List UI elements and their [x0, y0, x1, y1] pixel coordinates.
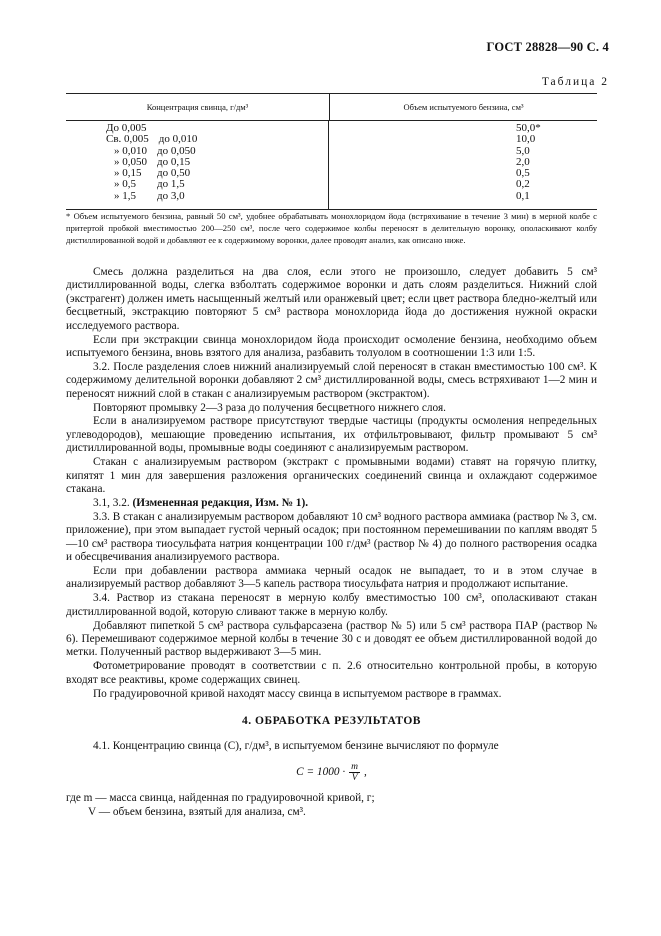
range-low: 0,5 [122, 178, 136, 191]
range-sep: до [154, 167, 171, 180]
paragraph: Если в анализируемом растворе присутствуют твердые частицы (продукты осмоления непредельных углеводородов), мешающие проведению испытания, их отфильтровывают, фильтр промывают 5 см³ дистиллированной воды, промывные воды соединяют с анализируемым раствором. [66, 415, 597, 455]
formula-denominator: V [351, 773, 358, 784]
amendment-note [66, 497, 597, 510]
document-header: ГОСТ 28828—90 С. 4 [486, 40, 609, 54]
range-low: 0,010 [122, 144, 147, 157]
table-cell-concentration [66, 168, 328, 179]
amendment-text: (Измененная редакция, Изм. № 1). [132, 496, 309, 509]
paragraph: 3.4. Раствор из стакана переносят в мерную колбу вместимостью 100 см³, ополаскивают стакан дистиллированной водой, которую сливают также в мерную колбу. [66, 592, 597, 618]
range-low: 0,005 [121, 122, 147, 134]
range-sep: до [154, 155, 171, 168]
table-cell-concentration [66, 191, 328, 202]
main-text [66, 266, 597, 820]
paragraph: Фотометрирование проводят в соответствии с п. 2.6 относительно контрольной пробы, в которую входят все реактивы, кроме содержащих свинец. [66, 660, 597, 686]
table-cell-concentration [66, 179, 328, 190]
range-low: 0,005 [124, 133, 149, 146]
table-cell-volume: 10,0 [516, 133, 536, 146]
where-v: V — объем бензина, взятый для анализа, см³. [88, 805, 306, 818]
table-cell-concentration [66, 146, 328, 157]
paragraph: Повторяют промывку 2—3 раза до получения бесцветного нижнего слоя. [93, 401, 447, 414]
paragraph: По градуировочной кривой находят массу свинца в испытуемом растворе в граммах. [93, 687, 502, 700]
range-prefix: До [106, 122, 122, 134]
range-high: 0,50 [170, 167, 191, 180]
table-cell-concentration [66, 157, 328, 168]
paragraph: Если при экстракции свинца монохлоридом йода происходит осмоление бензина, необходимо объем испытуемого бензина, вновь взятого для анализа, разбавить толуолом в соотношении 1:3 или 1:5. [66, 333, 597, 359]
table-cell-volume: 0,1 [516, 189, 530, 202]
range-sep: до [154, 178, 171, 191]
paragraph: Стакан с анализируемым раствором (экстракт с промывными водами) ставят на горячую плитку, кипятят 1 мин для завершения разложения органических соединений свинца и охлаждают содержимое стакана. [66, 456, 597, 495]
range-prefix: » [114, 144, 123, 157]
section-heading: 4. ОБРАБОТКА РЕЗУЛЬТАТОВ [242, 715, 421, 727]
range-sep: до [156, 133, 173, 146]
range-sep: до [154, 189, 171, 202]
table-header-row [66, 94, 597, 121]
table-body [66, 121, 597, 209]
volume-column [329, 121, 597, 209]
range-low: 0,050 [122, 155, 147, 168]
formula-lhs: C = 1000 · [296, 766, 346, 779]
col-header-volume: Объем испытуемого бензина, см³ [403, 102, 524, 112]
table-cell-concentration [66, 134, 328, 145]
range-prefix: Св. [106, 133, 125, 146]
table-cell-volume: 0,2 [516, 178, 530, 191]
range-prefix: » [114, 167, 123, 180]
range-low: 1,5 [122, 189, 136, 202]
range-low: 0,15 [122, 167, 142, 180]
where-m: где m — масса свинца, найденная по градуировочной кривой, г; [66, 791, 375, 804]
range-high: 0,050 [170, 144, 196, 157]
table-cell-volume: 5,0 [516, 144, 530, 157]
lead-volume-table [66, 93, 597, 210]
formula-tail: , [364, 766, 367, 779]
col-header-concentration: Концентрация свинца, г/дм³ [66, 94, 330, 120]
range-prefix: » [114, 178, 123, 191]
table-footnote: * Объем испытуемого бензина, равный 50 см³, удобнее обрабатывать монохлоридом йода (встряхивание в течение 3 мин) в мерной колбе с притертой пробкой вместимостью 200—250 см³, после чего содержимое колбы переносят в делительную воронку, ополаскивают колбу дистиллированной водой и добавляют ее к содержимому воронки, далее проводят анализ, как описано ниже. [66, 211, 597, 245]
amendment-ref: 3.1, 3.2. [93, 496, 130, 509]
formula-fraction [349, 762, 360, 783]
table-cell-volume: 50,0* [516, 122, 541, 134]
range-high: 1,5 [170, 178, 185, 191]
paragraph: 3.3. В стакан с анализируемым раствором добавляют 10 см³ водного раствора аммиака (раствор № 3, см. приложение), при этом выпадает густой черный осадок; при постоянном перемешивании по каплям вводят 5—10 см³ раствора тиосульфата натрия концентрации 100 г/дм³ (раствор № 4) до полного растворения осадка и обесцвечивания анализируемого раствора. [66, 510, 597, 564]
paragraph: Добавляют пипеткой 5 см³ раствора сульфарсазена (раствор № 5) или 5 см³ раствора ПАР (раствор № 6). Перемешивают содержимое мерной колбы в течение 30 с и доводят ее объем дистиллированной водой до метки. Полученный раствор выдерживают 3—5 мин. [66, 619, 597, 659]
paragraph: 3.2. После разделения слоев нижний анализируемый слой переносят в стакан вместимостью 100 см³. К содержимому делительной воронки добавляют 2 см³ дистиллированной воды, смесь встряхивают 1—2 мин и переносят нижний слой в стакан с анализируемым раствором (экстрактом). [66, 360, 597, 400]
paragraph: Если при добавлении раствора аммиака черный осадок не выпадает, то и в этом случае в анализируемый раствор добавляют 3—5 капель раствора тиосульфата натрия и продолжают испытание. [66, 564, 597, 591]
formula-numerator: m [351, 762, 359, 773]
paragraph: Смесь должна разделиться на два слоя, если этого не произошло, следует добавить 5 см³ дистиллированной воды, слегка взболтать содержимое воронки и дать слоям разделиться. Нижний слой (экстрагент) должен иметь насыщенный желтый или оранжевый цвет; если цвет раствора бледно-желтый или бесцветный, экстракцию повторяют 5 см³ раствора монохлорида йода до достижения нужной окраски исследуемого раствора. [66, 266, 597, 332]
concentration-column [66, 121, 329, 209]
paragraph: 4.1. Концентрацию свинца (C), г/дм³, в испытуемом бензине вычисляют по формуле [93, 740, 499, 753]
range-high: 0,010 [172, 133, 198, 146]
table-caption: Таблица 2 [541, 76, 609, 88]
range-high: 0,15 [170, 155, 191, 168]
range-high: 3,0 [170, 189, 185, 202]
range-prefix: » [114, 155, 123, 168]
table-cell-volume: 2,0 [516, 155, 530, 168]
table-cell-volume: 0,5 [516, 167, 530, 180]
formula [66, 760, 597, 786]
range-sep: до [154, 144, 171, 157]
range-prefix: » [114, 189, 123, 202]
